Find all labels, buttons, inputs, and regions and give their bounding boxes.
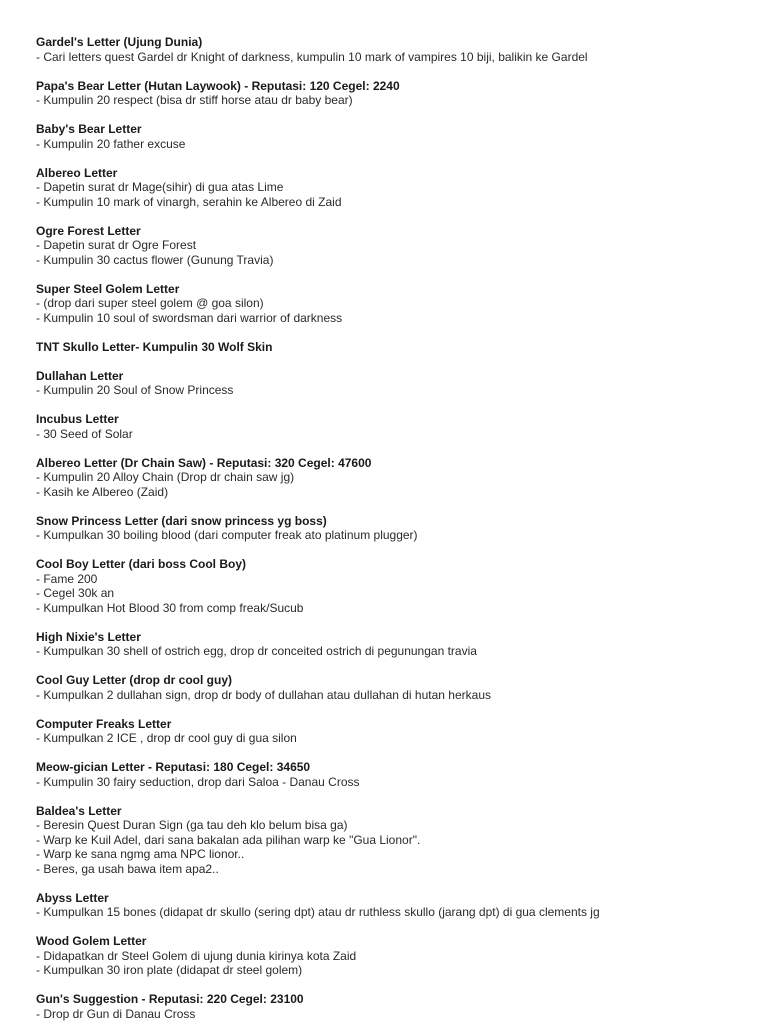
letter-section [36, 630, 758, 659]
document-body [36, 35, 758, 1036]
letter-instruction: - Kumpulkan 15 bones (didapat dr skullo (sering dpt) atau dr ruthless skullo (jarang dpt) di gua clements jg [36, 905, 600, 919]
letter-instruction: - Warp ke Kuil Adel, dari sana bakalan ada pilihan warp ke "Gua Lionor". [36, 832, 421, 847]
letter-instruction: - Kumpulin 10 soul of swordsman dari warrior of darkness [36, 310, 343, 325]
letter-title: Incubus Letter [36, 412, 119, 426]
letter-instruction: - Kumpulin 30 cactus flower (Gunung Travia) [36, 252, 274, 267]
letter-section [36, 804, 758, 877]
letter-instruction: - Kumpulin 20 father excuse [36, 136, 186, 151]
letter-section [36, 79, 758, 108]
letter-section [36, 166, 758, 210]
letter-instruction: - Dapetin surat dr Mage(sihir) di gua atas Lime [36, 180, 284, 194]
letter-section [36, 412, 758, 441]
letter-instruction: - Kumpulkan 2 ICE , drop dr cool guy di gua silon [36, 731, 297, 745]
letter-instruction: - Kumpulin 20 Alloy Chain (Drop dr chain saw jg) [36, 470, 295, 484]
letter-title: Dullahan Letter [36, 368, 124, 383]
letter-section [36, 934, 758, 978]
letter-title: Wood Golem Letter [36, 934, 147, 948]
letter-section [36, 224, 758, 268]
letter-title: Baldea's Letter [36, 803, 122, 818]
letter-title: Cool Boy Letter (dari boss Cool Boy) [36, 557, 247, 571]
letter-instruction: - Cegel 30k an [36, 586, 115, 600]
letter-instruction: - Kumpulin 20 Soul of Snow Princess [36, 383, 234, 397]
letter-title: Albereo Letter [36, 165, 118, 180]
letter-title: Cool Guy Letter (drop dr cool guy) [36, 673, 232, 687]
letter-section [36, 717, 758, 746]
letter-instruction: - (drop dari super steel golem @ goa silon) [36, 296, 264, 310]
letter-instruction: - Kasih ke Albereo (Zaid) [36, 484, 169, 499]
letter-title: Albereo Letter (Dr Chain Saw) - Reputasi: 320 Cegel: 47600 [36, 455, 372, 470]
letter-instruction: - Kumpulkan 30 iron plate (didapat dr steel golem) [36, 963, 303, 977]
letter-title: Meow-gician Letter - Reputasi: 180 Cegel: 34650 [36, 760, 311, 774]
letter-section [36, 760, 758, 789]
letter-section [36, 557, 758, 615]
letter-title: High Nixie's Letter [36, 629, 141, 644]
letter-section [36, 673, 758, 702]
letter-title: Baby's Bear Letter [36, 122, 142, 136]
letter-section [36, 456, 758, 500]
letter-instruction: - Kumpulkan Hot Blood 30 from comp freak/Sucub [36, 600, 304, 615]
letter-instruction: - Beresin Quest Duran Sign (ga tau deh klo belum bisa ga) [36, 818, 348, 832]
letter-instruction: - Kumpulin 30 fairy seduction, drop dari Saloa - Danau Cross [36, 774, 360, 789]
letter-title: Abyss Letter [36, 890, 109, 905]
letter-section [36, 35, 758, 64]
letter-instruction: - Didapatkan dr Steel Golem di ujung dunia kirinya kota Zaid [36, 948, 357, 963]
letter-title: Computer Freaks Letter [36, 716, 172, 731]
letter-title: Gardel's Letter (Ujung Dunia) [36, 35, 203, 49]
letter-section [36, 514, 758, 543]
letter-section [36, 340, 758, 355]
letter-instruction: - Kumpulkan 30 boiling blood (dari computer freak ato platinum plugger) [36, 528, 418, 542]
letter-title: TNT Skullo Letter- Kumpulin 30 Wolf Skin [36, 339, 273, 354]
letter-instruction: - Drop dr Gun di Danau Cross [36, 1006, 196, 1021]
letter-title: Super Steel Golem Letter [36, 281, 180, 296]
letter-instruction: - Beres, ga usah bawa item apa2.. [36, 861, 219, 876]
letter-title: Ogre Forest Letter [36, 223, 141, 238]
letter-instruction: - Kumpulin 10 mark of vinargh, serahin ke Albereo di Zaid [36, 194, 342, 209]
letter-section [36, 891, 758, 920]
letter-instruction: - Kumpulkan 30 shell of ostrich egg, drop dr conceited ostrich di pegunungan travia [36, 644, 477, 658]
letter-instruction: - Kumpulin 20 respect (bisa dr stiff horse atau dr baby bear) [36, 93, 353, 107]
letter-instruction: - 30 Seed of Solar [36, 426, 133, 441]
letter-title: Gun's Suggestion - Reputasi: 220 Cegel: 23100 [36, 992, 304, 1006]
letter-instruction: - Dapetin surat dr Ogre Forest [36, 238, 197, 252]
letter-instruction: - Fame 200 [36, 571, 98, 586]
letter-section [36, 122, 758, 151]
letter-instruction: - Cari letters quest Gardel dr Knight of darkness, kumpulin 10 mark of vampires 10 biji, balikin ke Gardel [36, 49, 588, 64]
letter-title: Papa's Bear Letter (Hutan Laywook) - Reputasi: 120 Cegel: 2240 [36, 78, 400, 93]
letter-section [36, 369, 758, 398]
letter-section [36, 282, 758, 326]
letter-title: Snow Princess Letter (dari snow princess yg boss) [36, 513, 327, 528]
letter-instruction: - Kumpulkan 2 dullahan sign, drop dr body of dullahan atau dullahan di hutan herkaus [36, 687, 491, 702]
letter-instruction: - Warp ke sana ngmg ama NPC lionor.. [36, 847, 245, 861]
letter-section [36, 992, 758, 1021]
